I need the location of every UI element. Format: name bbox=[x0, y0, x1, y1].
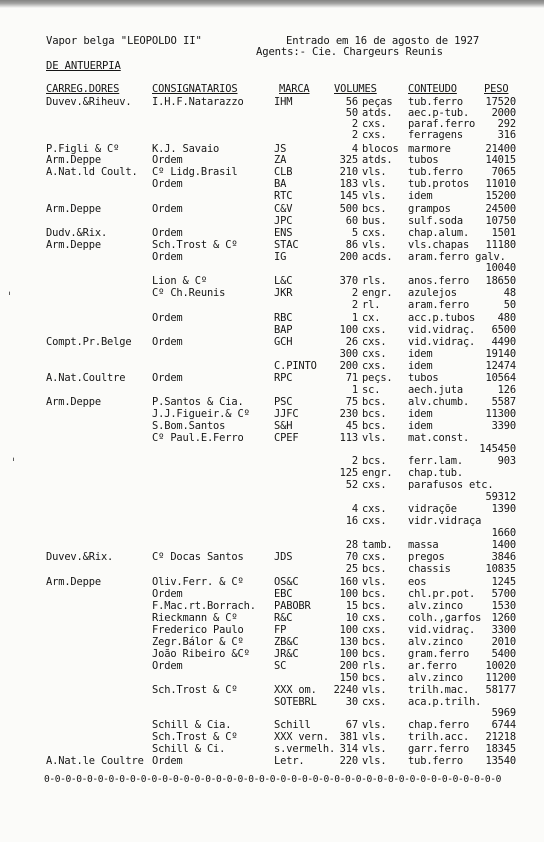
row-consignee: Cº Lidg.Brasil bbox=[152, 166, 238, 178]
row-volumes: 2 bbox=[351, 129, 358, 141]
row-consignee: João Ribeiro &Cº bbox=[152, 648, 250, 660]
row-volumes: 70 bbox=[345, 551, 358, 563]
row-contents: eos bbox=[408, 576, 427, 588]
row-unit: peças bbox=[362, 96, 393, 108]
row-volumes: 30 bbox=[345, 696, 358, 708]
row-weight: 17520 bbox=[485, 96, 516, 108]
row-consignee: Sch.Trost & Cº bbox=[152, 731, 238, 743]
row-weight: 10564 bbox=[485, 372, 516, 384]
row-mark: L&C bbox=[274, 275, 293, 287]
col-header-contents: CONTEUDO bbox=[408, 83, 457, 95]
row-mark: STAC bbox=[274, 239, 299, 251]
row-weight: 3846 bbox=[491, 551, 516, 563]
row-consignee: K.J. Savaio bbox=[152, 143, 220, 155]
row-unit: cxs. bbox=[362, 360, 387, 372]
row-volumes: 220 bbox=[339, 755, 358, 767]
row-volumes: 60 bbox=[345, 215, 358, 227]
row-unit: bcs. bbox=[362, 588, 387, 600]
row-consignee: J.J.Figueir.& Cº bbox=[152, 408, 250, 420]
row-weight: 13540 bbox=[485, 755, 516, 767]
row-unit: cxs. bbox=[362, 129, 387, 141]
row-weight: 11010 bbox=[485, 178, 516, 190]
row-unit: bcs. bbox=[362, 672, 387, 684]
row-shipper: Arm.Deppe bbox=[46, 576, 101, 588]
row-shipper: Arm.Deppe bbox=[46, 239, 101, 251]
row-volumes: 314 bbox=[339, 743, 358, 755]
col-header-volumes: VOLUMES bbox=[334, 83, 377, 95]
row-mark: JDS bbox=[274, 551, 293, 563]
row-unit: atds. bbox=[362, 107, 393, 119]
row-volumes: 86 bbox=[345, 239, 358, 251]
row-contents: tub.protos bbox=[408, 178, 470, 190]
row-shipper: Duvev.&Riheuv. bbox=[46, 96, 132, 108]
row-unit: cxs. bbox=[362, 503, 387, 515]
row-volumes: 4 bbox=[351, 143, 358, 155]
row-contents: gram.ferro bbox=[408, 648, 470, 660]
row-volumes: 150 bbox=[339, 672, 358, 684]
col-header-marks: MARCA bbox=[279, 83, 310, 95]
row-weight: 5700 bbox=[491, 588, 516, 600]
row-mark: IHM bbox=[274, 96, 293, 108]
row-unit: peçs. bbox=[362, 372, 393, 384]
row-unit: vls. bbox=[362, 166, 387, 178]
row-unit: engr. bbox=[362, 467, 393, 479]
row-unit: rls. bbox=[362, 275, 387, 287]
row-volumes: 125 bbox=[339, 467, 358, 479]
row-contents: azulejos bbox=[408, 287, 457, 299]
row-volumes: 183 bbox=[339, 178, 358, 190]
row-consignee: Sch.Trost & Cº bbox=[152, 239, 238, 251]
row-contents: tubos bbox=[408, 372, 439, 384]
scan-edge-shadow bbox=[0, 0, 544, 8]
row-consignee: Sch.Trost & Cº bbox=[152, 684, 238, 696]
row-mark: C&V bbox=[274, 203, 293, 215]
row-contents: idem bbox=[408, 348, 433, 360]
row-unit: vls. bbox=[362, 684, 387, 696]
row-contents: acc.p.tubos bbox=[408, 312, 476, 324]
row-unit: vls. bbox=[362, 731, 387, 743]
row-contents: vid.vidraç. bbox=[408, 624, 476, 636]
row-weight: 1501 bbox=[491, 227, 516, 239]
row-volumes: 4 bbox=[351, 503, 358, 515]
row-contents: chassis bbox=[408, 563, 451, 575]
row-contents: massa bbox=[408, 539, 439, 551]
row-weight: 1530 bbox=[491, 600, 516, 612]
row-contents: ferragens bbox=[408, 129, 463, 141]
row-unit: bcs. bbox=[362, 648, 387, 660]
row-volumes: 381 bbox=[339, 731, 358, 743]
row-contents: parafusos etc. bbox=[408, 479, 494, 491]
row-unit: bcs. bbox=[362, 396, 387, 408]
row-consignee: Frederico Paulo bbox=[152, 624, 244, 636]
row-consignee: Ordem bbox=[152, 336, 183, 348]
row-volumes: 25 bbox=[345, 563, 358, 575]
row-unit: vls. bbox=[362, 432, 387, 444]
row-volumes: 100 bbox=[339, 588, 358, 600]
row-volumes: 45 bbox=[345, 420, 358, 432]
row-contents: garr.ferro bbox=[408, 743, 470, 755]
row-weight: 21218 bbox=[485, 731, 516, 743]
row-unit: bcs. bbox=[362, 563, 387, 575]
row-unit: bcs. bbox=[362, 636, 387, 648]
row-unit: vls. bbox=[362, 719, 387, 731]
row-contents: tub.ferro bbox=[408, 96, 463, 108]
row-shipper: Duvev.&Rix. bbox=[46, 551, 114, 563]
row-weight: 18650 bbox=[485, 275, 516, 287]
row-volumes: 100 bbox=[339, 324, 358, 336]
row-consignee: Ordem bbox=[152, 227, 183, 239]
row-mark: RBC bbox=[274, 312, 293, 324]
row-contents: mat.const. bbox=[408, 432, 470, 444]
row-contents: anos.ferro bbox=[408, 275, 470, 287]
row-unit: cxs. bbox=[362, 612, 387, 624]
col-header-weight: PESO bbox=[484, 83, 509, 95]
row-unit: cxs. bbox=[362, 696, 387, 708]
row-consignee: Ordem bbox=[152, 251, 183, 263]
row-unit: cxs. bbox=[362, 348, 387, 360]
row-weight: 10835 bbox=[485, 563, 516, 575]
row-weight: 18345 bbox=[485, 743, 516, 755]
row-mark: JPC bbox=[274, 215, 293, 227]
row-contents: trilh.mac. bbox=[408, 684, 470, 696]
row-volumes: 100 bbox=[339, 624, 358, 636]
row-weight: 1245 bbox=[491, 576, 516, 588]
row-contents: alv.zinco bbox=[408, 672, 463, 684]
row-consignee: Ordem bbox=[152, 178, 183, 190]
row-consignee: Schill & Ci. bbox=[152, 743, 226, 755]
row-mark: GCH bbox=[274, 336, 293, 348]
row-weight: 21400 bbox=[485, 143, 516, 155]
row-mark: Letr. bbox=[274, 755, 305, 767]
col-header-consignees: CONSIGNATARIOS bbox=[152, 83, 238, 95]
row-mark: JJFC bbox=[274, 408, 299, 420]
row-volumes: 10 bbox=[345, 612, 358, 624]
row-weight: 1390 bbox=[491, 503, 516, 515]
row-contents: tub.ferro bbox=[408, 755, 463, 767]
row-unit: engr. bbox=[362, 287, 393, 299]
row-volumes: 1 bbox=[351, 312, 358, 324]
row-consignee: Ordem bbox=[152, 755, 183, 767]
row-mark: XXX om. bbox=[274, 684, 317, 696]
row-weight: 145450 bbox=[479, 443, 516, 455]
row-contents: ferr.lam. bbox=[408, 455, 463, 467]
row-contents: vidraçõe bbox=[408, 503, 457, 515]
row-mark: CLB bbox=[274, 166, 293, 178]
row-consignee: Ordem bbox=[152, 660, 183, 672]
row-weight: 3300 bbox=[491, 624, 516, 636]
row-mark: PSC bbox=[274, 396, 293, 408]
row-contents: alv.zinco bbox=[408, 600, 463, 612]
row-unit: rls. bbox=[362, 660, 387, 672]
row-unit: cx. bbox=[362, 312, 381, 324]
row-volumes: 26 bbox=[345, 336, 358, 348]
row-contents: chap.alum. bbox=[408, 227, 470, 239]
row-mark: SC bbox=[274, 660, 287, 672]
origin-port: DE ANTUERPIA bbox=[46, 60, 121, 72]
row-contents: colh.,garfos bbox=[408, 612, 482, 624]
row-contents: alv.chumb. bbox=[408, 396, 470, 408]
row-mark: IG bbox=[274, 251, 287, 263]
row-unit: vls. bbox=[362, 178, 387, 190]
row-unit: cxs. bbox=[362, 118, 387, 130]
row-unit: vls. bbox=[362, 190, 387, 202]
row-contents: alv.zinco bbox=[408, 636, 463, 648]
row-weight: 5969 bbox=[491, 707, 516, 719]
row-unit: bcs. bbox=[362, 408, 387, 420]
row-volumes: 75 bbox=[345, 396, 358, 408]
row-mark: ZB&C bbox=[274, 636, 299, 648]
row-mark: CPEF bbox=[274, 432, 299, 444]
row-unit: tamb. bbox=[362, 539, 393, 551]
row-shipper: P.Figli & Cº bbox=[46, 143, 120, 155]
row-consignee: Ordem bbox=[152, 588, 183, 600]
row-weight: 11200 bbox=[485, 672, 516, 684]
row-consignee: Schill & Cia. bbox=[152, 719, 232, 731]
row-consignee: Cº Paul.E.Ferro bbox=[152, 432, 244, 444]
row-contents: vid.vidraç. bbox=[408, 336, 476, 348]
row-consignee: F.Mac.rt.Borrach. bbox=[152, 600, 256, 612]
row-weight: 1260 bbox=[491, 612, 516, 624]
row-unit: bcs. bbox=[362, 455, 387, 467]
row-weight: 3390 bbox=[491, 420, 516, 432]
row-volumes: 230 bbox=[339, 408, 358, 420]
row-contents: paraf.ferro bbox=[408, 118, 476, 130]
row-unit: vls. bbox=[362, 755, 387, 767]
row-volumes: 300 bbox=[339, 348, 358, 360]
row-mark: BAP bbox=[274, 324, 293, 336]
row-mark: XXX vern. bbox=[274, 731, 329, 743]
row-shipper: A.Nat.ld Coult. bbox=[46, 166, 138, 178]
margin-speck: ˈ bbox=[6, 290, 14, 304]
row-contents: ar.ferro bbox=[408, 660, 457, 672]
row-mark: ZA bbox=[274, 154, 287, 166]
row-weight: 10040 bbox=[485, 262, 516, 274]
row-volumes: 2 bbox=[351, 455, 358, 467]
row-volumes: 50 bbox=[345, 107, 358, 119]
row-shipper: Compt.Pr.Belge bbox=[46, 336, 132, 348]
row-weight: 903 bbox=[497, 455, 516, 467]
row-volumes: 2 bbox=[351, 287, 358, 299]
row-volumes: 52 bbox=[345, 479, 358, 491]
row-weight: 480 bbox=[497, 312, 516, 324]
row-contents: aca.p.trilh. bbox=[408, 696, 482, 708]
row-contents: vls.chapas bbox=[408, 239, 470, 251]
row-volumes: 200 bbox=[339, 660, 358, 672]
row-unit: vls. bbox=[362, 743, 387, 755]
row-volumes: 28 bbox=[345, 539, 358, 551]
row-contents: chl.pr.pot. bbox=[408, 588, 476, 600]
row-mark: R&C bbox=[274, 612, 293, 624]
row-weight: 2000 bbox=[491, 107, 516, 119]
row-contents: marmore bbox=[408, 143, 451, 155]
row-unit: atds. bbox=[362, 154, 393, 166]
row-weight: 10750 bbox=[485, 215, 516, 227]
row-contents: aram.ferro galv. bbox=[408, 251, 506, 263]
row-mark: FP bbox=[274, 624, 287, 636]
col-header-shippers: CARREG.DORES bbox=[46, 83, 120, 95]
row-contents: pregos bbox=[408, 551, 445, 563]
row-contents: vid.vidraç. bbox=[408, 324, 476, 336]
ship-title: Vapor belga "LEOPOLDO II" bbox=[46, 35, 202, 47]
row-volumes: 15 bbox=[345, 600, 358, 612]
row-volumes: 2 bbox=[351, 299, 358, 311]
row-contents: aec.p-tub. bbox=[408, 107, 470, 119]
row-shipper: A.Nat.Coultre bbox=[46, 372, 126, 384]
row-mark: JR&C bbox=[274, 648, 299, 660]
row-weight: 50 bbox=[503, 299, 516, 311]
row-unit: bcs. bbox=[362, 600, 387, 612]
row-weight: 58177 bbox=[485, 684, 516, 696]
row-weight: 5587 bbox=[491, 396, 516, 408]
row-weight: 6744 bbox=[491, 719, 516, 731]
row-volumes: 67 bbox=[345, 719, 358, 731]
row-shipper: Arm.Deppe bbox=[46, 396, 101, 408]
row-volumes: 145 bbox=[339, 190, 358, 202]
footer-separator: 0-0-0-0-0-0-0-0-0-0-0-0-0-0-0-0-0-0-0-0-0-0-0-0-0-0-0-0-0-0-0-0-0-0-0-0-0-0-0-0-0-0-0 bbox=[44, 774, 501, 785]
row-consignee: Ordem bbox=[152, 154, 183, 166]
row-weight: 1660 bbox=[491, 527, 516, 539]
row-weight: 11180 bbox=[485, 239, 516, 251]
row-mark: ENS bbox=[274, 227, 293, 239]
row-consignee: P.Santos & Cia. bbox=[152, 396, 244, 408]
row-contents: chap.tub. bbox=[408, 467, 463, 479]
row-weight: 12474 bbox=[485, 360, 516, 372]
row-unit: vls. bbox=[362, 239, 387, 251]
row-weight: 15200 bbox=[485, 190, 516, 202]
row-mark: Schill bbox=[274, 719, 311, 731]
row-weight: 5400 bbox=[491, 648, 516, 660]
row-contents: sulf.soda bbox=[408, 215, 463, 227]
row-volumes: 2 bbox=[351, 118, 358, 130]
row-weight: 10020 bbox=[485, 660, 516, 672]
row-volumes: 210 bbox=[339, 166, 358, 178]
arrival-date: Entrado em 16 de agosto de 1927 bbox=[286, 35, 480, 47]
row-volumes: 100 bbox=[339, 648, 358, 660]
row-unit: cxs. bbox=[362, 551, 387, 563]
row-volumes: 1 bbox=[351, 384, 358, 396]
row-mark: RTC bbox=[274, 190, 293, 202]
row-volumes: 113 bbox=[339, 432, 358, 444]
row-contents: aech.juta bbox=[408, 384, 463, 396]
row-consignee: S.Bom.Santos bbox=[152, 420, 226, 432]
row-volumes: 2240 bbox=[333, 684, 358, 696]
row-weight: 316 bbox=[497, 129, 516, 141]
row-volumes: 370 bbox=[339, 275, 358, 287]
row-consignee: Zegr.Bálor & Cº bbox=[152, 636, 244, 648]
row-unit: cxs. bbox=[362, 324, 387, 336]
row-volumes: 16 bbox=[345, 515, 358, 527]
row-unit: acds. bbox=[362, 251, 393, 263]
row-unit: cxs. bbox=[362, 336, 387, 348]
row-mark: RPC bbox=[274, 372, 293, 384]
row-consignee: I.H.F.Natarazzo bbox=[152, 96, 244, 108]
row-contents: idem bbox=[408, 190, 433, 202]
row-shipper: Dudv.&Rix. bbox=[46, 227, 108, 239]
row-volumes: 56 bbox=[345, 96, 358, 108]
row-unit: cxs. bbox=[362, 515, 387, 527]
row-mark: JKR bbox=[274, 287, 293, 299]
row-contents: trilh.acc. bbox=[408, 731, 470, 743]
row-shipper: Arm.Deppe bbox=[46, 203, 101, 215]
row-weight: 11300 bbox=[485, 408, 516, 420]
row-weight: 7065 bbox=[491, 166, 516, 178]
row-volumes: 200 bbox=[339, 360, 358, 372]
row-contents: idem bbox=[408, 360, 433, 372]
row-consignee: Cº Docas Santos bbox=[152, 551, 244, 563]
row-contents: tub.ferro bbox=[408, 166, 463, 178]
row-contents: idem bbox=[408, 408, 433, 420]
row-contents: vidr.vidraça bbox=[408, 515, 482, 527]
row-volumes: 325 bbox=[339, 154, 358, 166]
row-unit: cxs. bbox=[362, 624, 387, 636]
row-volumes: 200 bbox=[339, 251, 358, 263]
row-unit: cxs. bbox=[362, 227, 387, 239]
row-volumes: 71 bbox=[345, 372, 358, 384]
row-consignee: Ordem bbox=[152, 372, 183, 384]
row-unit: cxs. bbox=[362, 479, 387, 491]
row-weight: 59312 bbox=[485, 491, 516, 503]
row-volumes: 130 bbox=[339, 636, 358, 648]
row-shipper: Arm.Deppe bbox=[46, 154, 101, 166]
row-consignee: Rieckmann & Cº bbox=[152, 612, 238, 624]
row-weight: 24500 bbox=[485, 203, 516, 215]
row-weight: 2010 bbox=[491, 636, 516, 648]
row-mark: OS&C bbox=[274, 576, 299, 588]
row-unit: bcs. bbox=[362, 420, 387, 432]
row-contents: chap.ferro bbox=[408, 719, 470, 731]
row-volumes: 160 bbox=[339, 576, 358, 588]
row-mark: BA bbox=[274, 178, 287, 190]
row-consignee: Oliv.Ferr. & Cº bbox=[152, 576, 244, 588]
row-unit: vls. bbox=[362, 576, 387, 588]
row-unit: bcs. bbox=[362, 203, 387, 215]
row-volumes: 500 bbox=[339, 203, 358, 215]
row-unit: blocos bbox=[362, 143, 399, 155]
row-contents: grampos bbox=[408, 203, 451, 215]
row-consignee: Cº Ch.Reunis bbox=[152, 287, 226, 299]
row-unit: rl. bbox=[362, 299, 381, 311]
row-weight: 292 bbox=[497, 118, 516, 130]
row-volumes: 5 bbox=[351, 227, 358, 239]
row-shipper: A.Nat.le Coultre bbox=[46, 755, 144, 767]
row-mark: SOTEBRL bbox=[274, 696, 317, 708]
row-weight: 19140 bbox=[485, 348, 516, 360]
row-weight: 4490 bbox=[491, 336, 516, 348]
row-unit: sc. bbox=[362, 384, 381, 396]
row-contents: tubos bbox=[408, 154, 439, 166]
row-consignee: Ordem bbox=[152, 203, 183, 215]
row-mark: s.vermelh. bbox=[274, 743, 336, 755]
row-mark: S&H bbox=[274, 420, 293, 432]
row-contents: aram.ferro bbox=[408, 299, 470, 311]
margin-speck: ˈ bbox=[10, 456, 18, 470]
row-contents: idem bbox=[408, 420, 433, 432]
row-weight: 48 bbox=[503, 287, 516, 299]
row-mark: JS bbox=[274, 143, 287, 155]
row-mark: EBC bbox=[274, 588, 293, 600]
row-weight: 126 bbox=[497, 384, 516, 396]
row-mark: C.PINTO bbox=[274, 360, 317, 372]
row-weight: 14015 bbox=[485, 154, 516, 166]
row-weight: 6500 bbox=[491, 324, 516, 336]
row-unit: bus. bbox=[362, 215, 387, 227]
row-weight: 1400 bbox=[491, 539, 516, 551]
row-mark: PABOBR bbox=[274, 600, 311, 612]
row-consignee: Ordem bbox=[152, 312, 183, 324]
row-consignee: Lion & Cº bbox=[152, 275, 207, 287]
agents-line: Agents:- Cie. Chargeurs Reunis bbox=[256, 46, 443, 58]
